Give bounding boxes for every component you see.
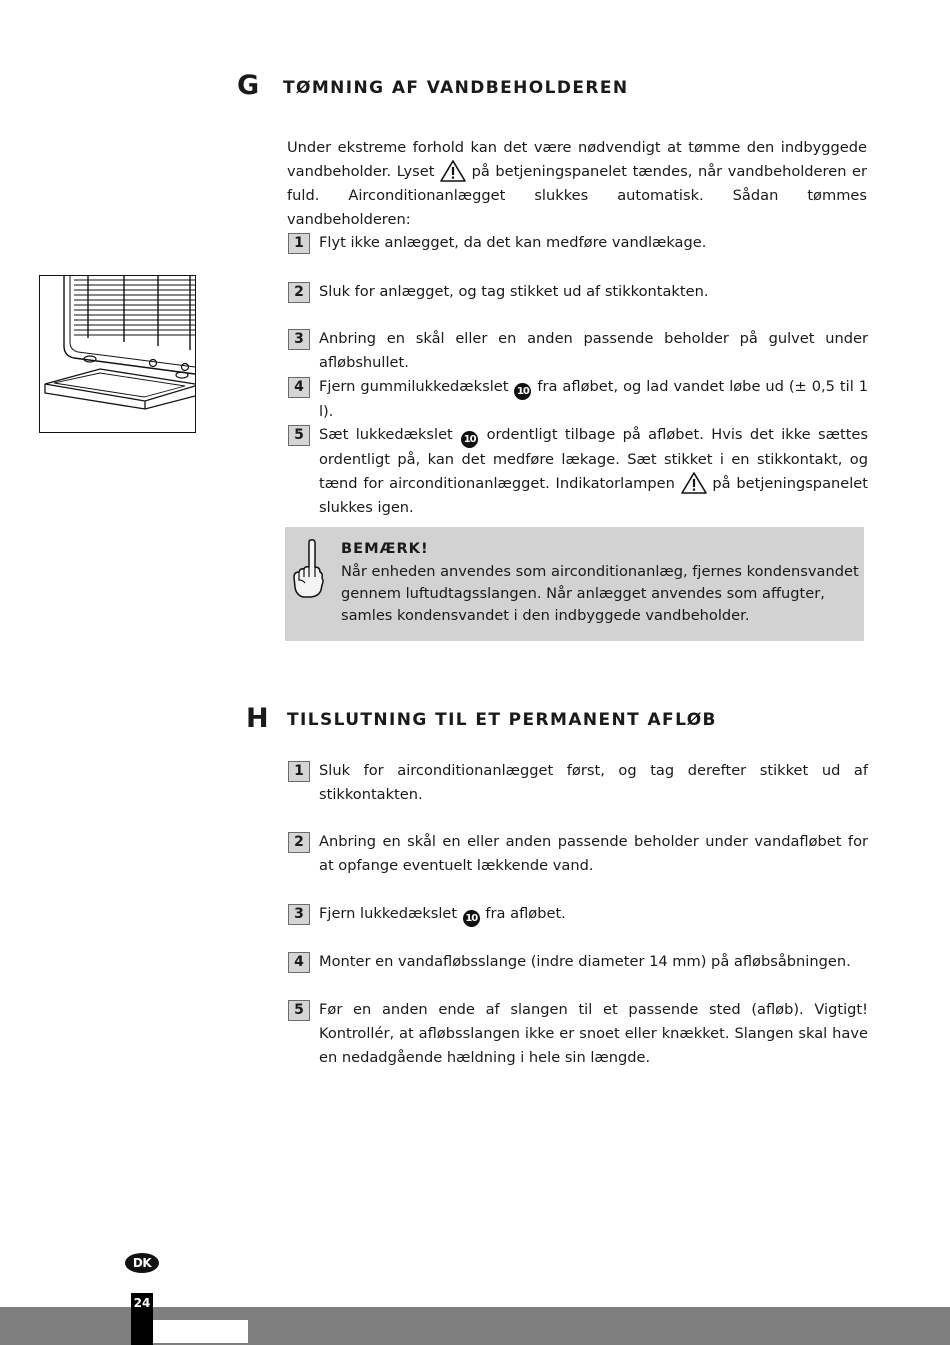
step-text-a: Fjern gummilukkedækslet: [319, 378, 509, 395]
step-text: [319, 423, 868, 520]
page-number-tab: [131, 1293, 153, 1345]
step-number: 5: [288, 1000, 310, 1021]
step-number: 1: [288, 761, 310, 782]
step-text: Anbring en skål eller en anden passende beholder på gulvet under afløbshullet.: [319, 330, 868, 371]
step-number: 2: [288, 832, 310, 853]
g-step-1: [288, 231, 868, 255]
step-text-b: fra afløbet, og lad vandet løbe ud (± 0,5 til 1 l).: [319, 378, 868, 420]
step-number: 5: [288, 425, 310, 446]
step-text: Sluk for airconditionanlægget først, og tag derefter stikket ud af stikkontakten.: [319, 762, 868, 803]
note-line-2: gennem luftudtagsslangen. Når anlægget anvendes som affugter,: [341, 585, 825, 602]
page-number: 24: [133, 1296, 151, 1310]
part-number-badge: 10: [463, 910, 480, 927]
note-line-3: samles kondensvandet i den indbyggede vandbeholder.: [341, 607, 750, 624]
part-number-badge: 10: [514, 383, 531, 400]
pointing-finger-icon: [291, 537, 325, 599]
drain-tray-illustration: [39, 275, 196, 433]
warning-icon: [440, 160, 466, 182]
step-text: Monter en vandafløbsslange (indre diameter 14 mm) på afløbsåbningen.: [319, 953, 851, 970]
section-h-letter: H: [246, 703, 269, 734]
unit-with-tray-drawing: [40, 276, 195, 432]
warning-icon: [681, 472, 707, 494]
g-step-3: [288, 327, 868, 375]
h-step-4: [288, 950, 868, 974]
h-step-1: [288, 759, 868, 807]
g-step-5: [288, 423, 868, 520]
section-g-intro: [287, 136, 867, 232]
g-step-4: [288, 375, 868, 424]
part-number-badge: 10: [461, 431, 478, 448]
step-text-a: Fjern lukkedækslet: [319, 905, 458, 922]
note-title: BEMÆRK!: [341, 540, 429, 557]
step-text: [319, 902, 868, 927]
section-h-title: TILSLUTNING TIL ET PERMANENT AFLØB: [287, 710, 717, 730]
step-number: 2: [288, 282, 310, 303]
intro-text-1: Under ekstreme forhold kan det være nødvendigt at tømme den indbyggede vandbeholder. Lyset: [287, 139, 867, 180]
step-text: [319, 375, 868, 424]
step-text-b: ordentligt tilbage på afløbet. Hvis det ikke sættes ordentligt på, kan det medføre lækage. Sæt stikket i en stikkontakt, og tænd for airconditionanlægget. Indikatorlampen: [319, 426, 869, 492]
g-step-2: [288, 280, 868, 304]
h-step-3: [288, 902, 868, 927]
footer-white-strip: [153, 1320, 248, 1343]
note-line-1: Når enheden anvendes som airconditionanlæg, fjernes kondensvandet: [341, 563, 859, 580]
section-g-letter: G: [237, 70, 260, 101]
h-step-5: [288, 998, 868, 1070]
note-box: [285, 527, 864, 641]
language-badge: DK: [125, 1253, 159, 1273]
step-number: 1: [288, 233, 310, 254]
step-text: Før en anden ende af slangen til et passende sted (afløb). Vigtigt! Kontrollér, at afløbsslangen ikke er snoet eller knækket. Slangen skal have en nedadgående hældning i hele sin længde.: [319, 1001, 868, 1066]
step-text-a: Sæt lukkedækslet: [319, 426, 453, 443]
step-number: 4: [288, 952, 310, 973]
step-number: 3: [288, 329, 310, 350]
step-text: Flyt ikke anlægget, da det kan medføre vandlækage.: [319, 234, 707, 251]
step-number: 3: [288, 904, 310, 925]
section-g-title: TØMNING AF VANDBEHOLDEREN: [283, 78, 629, 98]
step-text: Sluk for anlægget, og tag stikket ud af stikkontakten.: [319, 283, 709, 300]
step-text-c: på betjeningspanelet slukkes igen.: [319, 475, 868, 516]
h-step-2: [288, 830, 868, 878]
step-number: 4: [288, 377, 310, 398]
intro-text-2: på betjeningspanelet tændes, når vandbeholderen er fuld. Airconditionanlægget slukkes automatisk. Sådan tømmes vandbeholderen:: [287, 163, 868, 228]
step-text: Anbring en skål en eller anden passende beholder under vandafløbet for at opfange eventuelt lækkende vand.: [319, 833, 868, 874]
step-text-b: fra afløbet.: [485, 905, 566, 922]
